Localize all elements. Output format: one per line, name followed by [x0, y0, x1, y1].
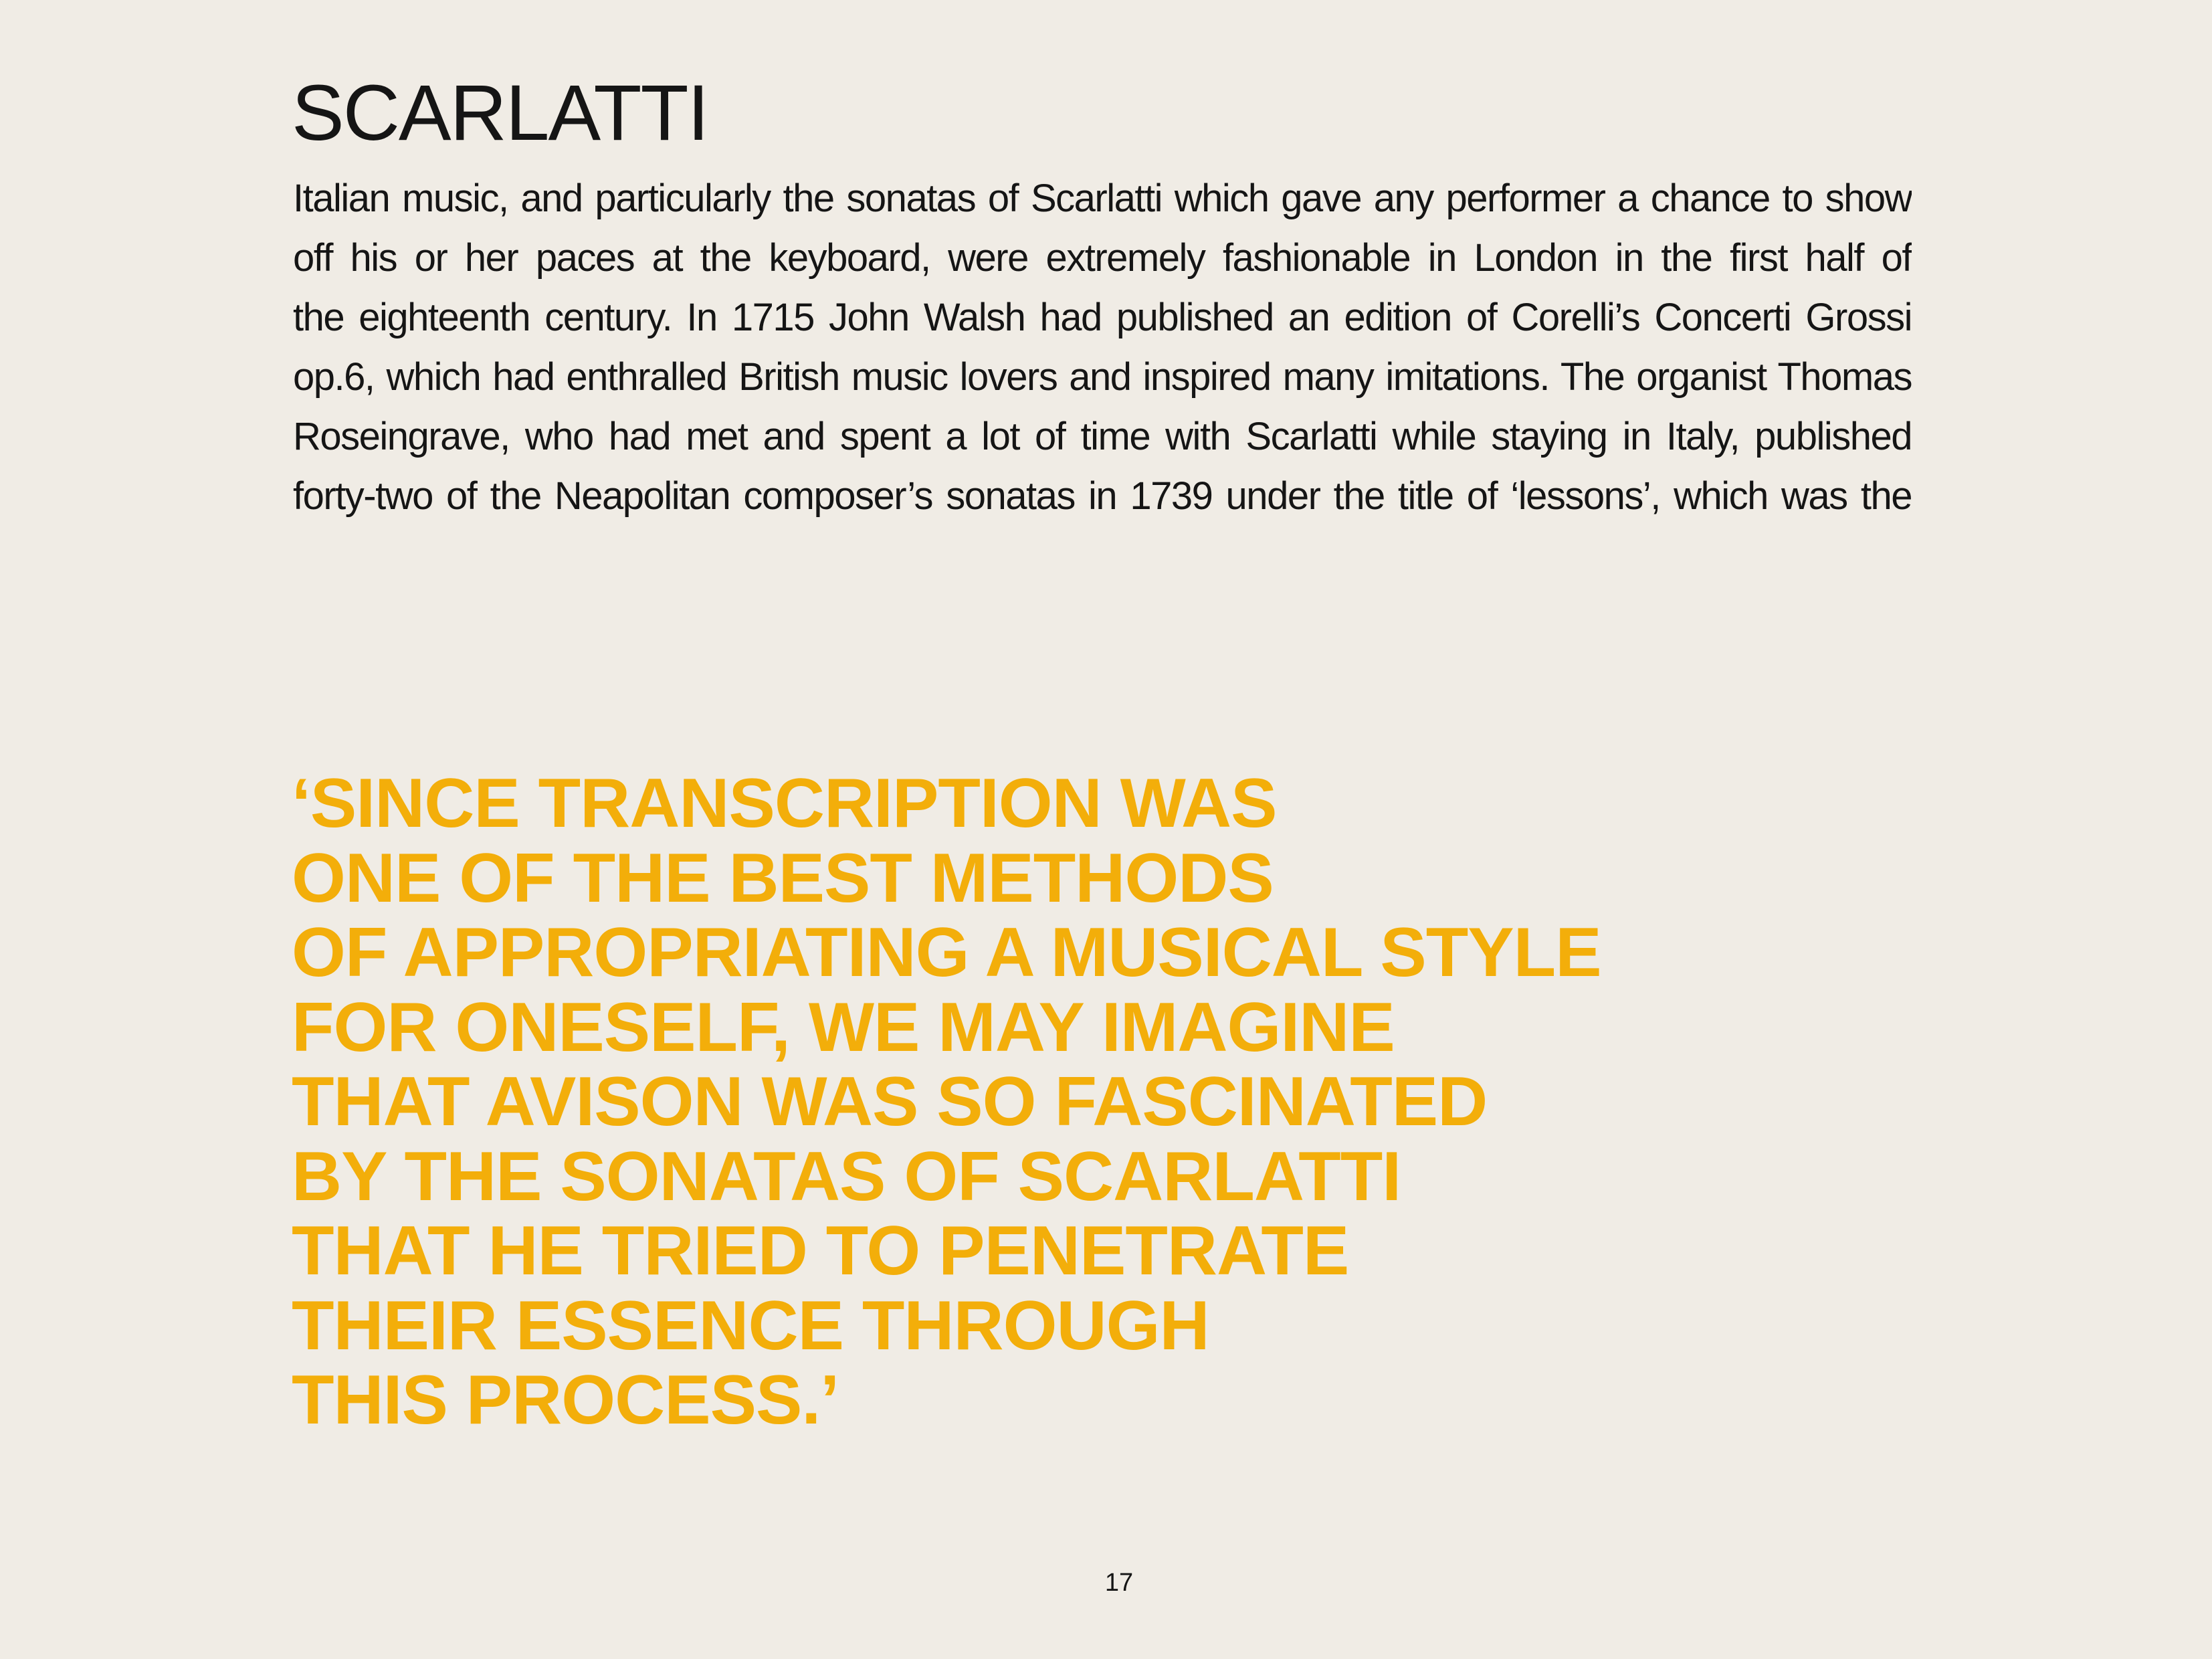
- body-line: op.6, which had enthralled British music lovers and inspired many imitations. The organist Thomas: [293, 355, 1912, 399]
- pull-quote-line: OF APPROPRIATING A MUSICAL STYLE: [292, 914, 1601, 991]
- body-line: forty-two of the Neapolitan composer’s sonatas in 1739 under the title of ‘lessons’, which was the: [293, 474, 1912, 518]
- page-number: 17: [1104, 1569, 1134, 1597]
- body-paragraph: [293, 169, 1912, 526]
- section-heading: SCARLATTI: [292, 69, 708, 157]
- body-line: Italian music, and particularly the sonatas of Scarlatti which gave any performer a chance to show: [293, 177, 1912, 220]
- pull-quote-line: THIS PROCESS.’: [292, 1361, 839, 1439]
- pull-quote: [292, 767, 1601, 1438]
- pull-quote-line: THAT HE TRIED TO PENETRATE: [292, 1212, 1349, 1290]
- pull-quote-line: ‘SINCE TRANSCRIPTION WAS: [292, 765, 1277, 842]
- pull-quote-line: ONE OF THE BEST METHODS: [292, 839, 1274, 917]
- pull-quote-line: BY THE SONATAS OF SCARLATTI: [292, 1137, 1401, 1215]
- pull-quote-line: THAT AVISON WAS SO FASCINATED: [292, 1063, 1488, 1141]
- body-line: off his or her paces at the keyboard, were extremely fashionable in London in the first half of: [293, 236, 1912, 280]
- body-line: Roseingrave, who had met and spent a lot of time with Scarlatti while staying in Italy, published: [293, 415, 1912, 458]
- body-line: the eighteenth century. In 1715 John Walsh had published an edition of Corelli’s Concerti Grossi: [293, 296, 1912, 339]
- pull-quote-line: THEIR ESSENCE THROUGH: [292, 1286, 1209, 1365]
- pull-quote-line: FOR ONESELF, WE MAY IMAGINE: [292, 988, 1395, 1066]
